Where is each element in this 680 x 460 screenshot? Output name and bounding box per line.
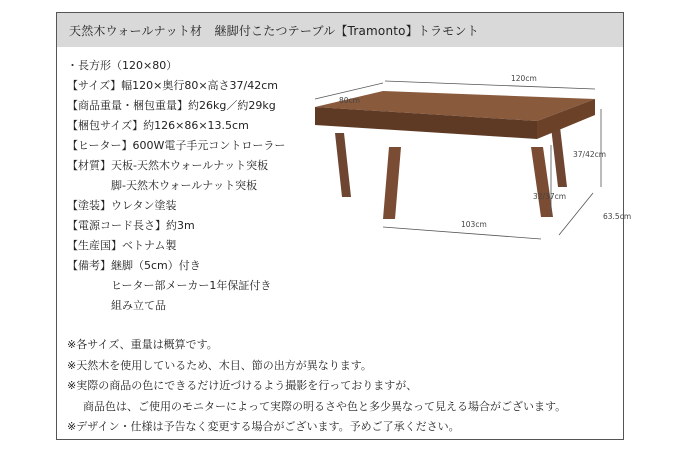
note-monitor-color: 商品色は、ご使用のモニターによって実際の明るさや色と多少異なって見える場合がございます。 — [83, 399, 567, 413]
spec-material-top: 【材質】天板-天然木ウォールナット突板 — [67, 159, 269, 172]
spec-list — [67, 56, 285, 316]
table-leg-back-left — [335, 133, 351, 197]
table-leg-front-right — [531, 147, 553, 217]
product-title: 天然木ウォールナット材 継脚付こたつテーブル【Tramonto】トラモント — [69, 24, 479, 38]
spec-heater: 【ヒーター】600W電子手元コントローラー — [67, 139, 286, 152]
spec-finish: 【塗装】ウレタン塗装 — [67, 199, 177, 212]
note-approximate: ※各サイズ、重量は概算です。 — [67, 338, 218, 351]
spec-cord-length: 【電源コード長さ】約3m — [67, 219, 195, 232]
spec-assembly: 組み立て品 — [111, 299, 166, 312]
table-leg-front-left — [383, 147, 401, 219]
total-height-label: 37/42cm — [573, 150, 607, 159]
inner-height-label: 32/37cm — [533, 192, 567, 201]
note-design-change: ※デザイン・仕様は予告なく変更する場合がございます。予めご了承ください。 — [67, 420, 460, 433]
leg-depth-label: 63.5cm — [603, 212, 632, 221]
spec-weight: 【商品重量・梱包重量】約26kg／約29kg — [67, 99, 276, 112]
spec-remarks: 【備考】継脚（5cm）付き — [67, 259, 201, 272]
note-natural-wood: ※天然木を使用しているため、木目、節の出方が異なります。 — [67, 358, 372, 372]
spec-material-legs: 脚-天然木ウォールナット突板 — [111, 179, 258, 192]
note-color-photo: ※実際の商品の色にできるだけ近づけるよう撮影を行っておりますが、 — [67, 379, 418, 392]
title-bar — [57, 13, 623, 47]
width-label: 120cm — [511, 74, 537, 83]
leg-span-label: 103cm — [461, 220, 487, 229]
spec-shape: ・長方形（120×80） — [67, 59, 178, 72]
spec-warranty: ヒーター部メーカー1年保証付き — [111, 279, 272, 292]
table-dimension-diagram — [311, 69, 632, 259]
depth-label: 80cm — [339, 96, 360, 105]
spec-origin: 【生産国】ベトナム製 — [67, 239, 177, 252]
spec-package-size: 【梱包サイズ】約126×86×13.5cm — [67, 119, 249, 132]
product-spec-frame — [56, 12, 632, 440]
table-leg-back-right — [551, 127, 567, 187]
width-dimension-line — [385, 81, 595, 89]
spec-size: 【サイズ】幅120×奥行80×高さ37/42cm — [67, 79, 279, 92]
notes-list — [67, 335, 566, 438]
